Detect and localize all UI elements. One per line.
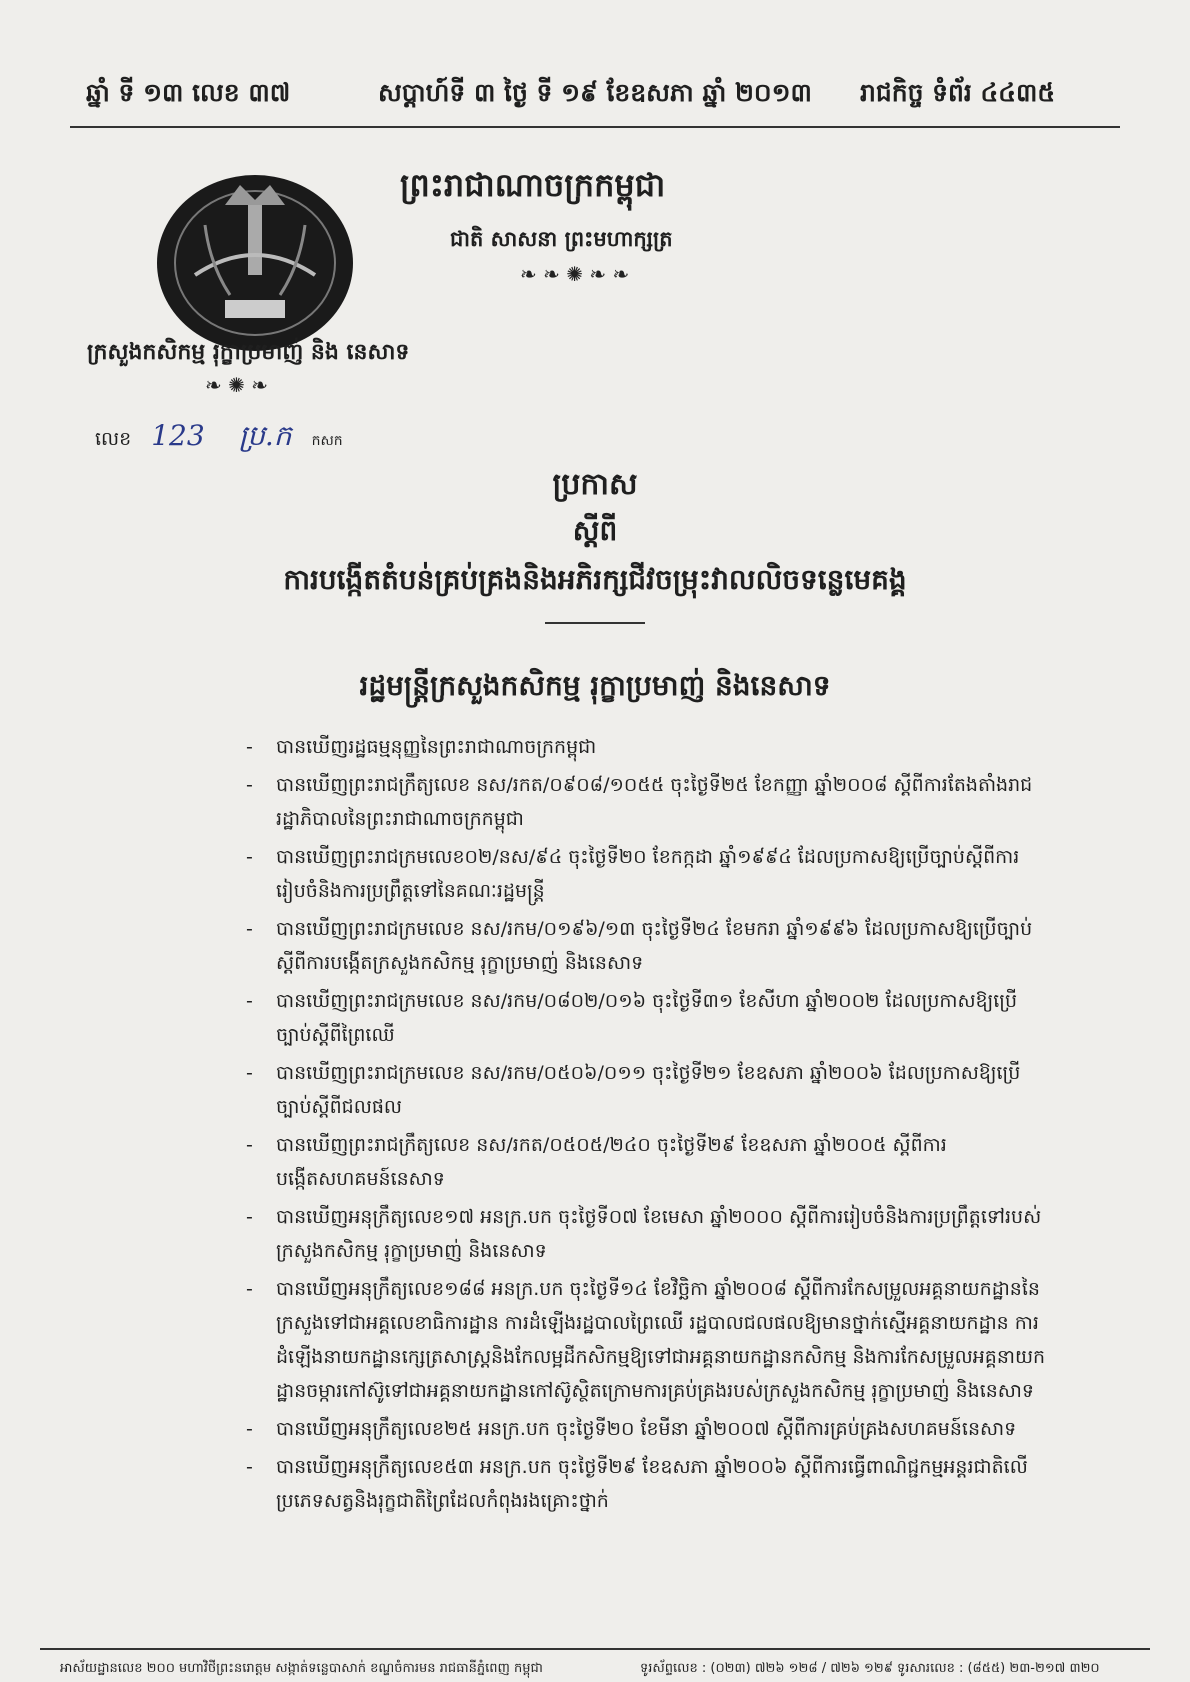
reference-label: លេខ: [95, 428, 132, 450]
national-motto: ជាតិ សាសនា ព្រះមហាក្សត្រ: [450, 227, 673, 251]
ministry-emblem-icon: [150, 165, 360, 355]
kingdom-title: ព្រះរាជាណាចក្រកម្ពុជា: [400, 166, 666, 204]
footer-contact: ទូរស័ព្ទលេខ : (០២៣) ៧២៦ ១២៨ / ៧២៦ ១២៩ ទូរសារលេខ : (៨៥៥) ២៣-២១៧ ៣២០: [640, 1661, 1100, 1676]
list-item: - បានឃើញព្រះរាជក្រឹត្យលេខ នស/រកត/០៩០៨/១០៥៥ ចុះថ្ងៃទី២៥ ខែកញ្ញា ឆ្នាំ២០០៨ ស្តីពីការតែងតាំងរាជរដ្ឋាភិបាលនៃព្រះរាជាណាចក្រកម្ពុជា: [246, 774, 1033, 830]
list-item: - បានឃើញរដ្ឋធម្មនុញ្ញនៃព្រះរាជាណាចក្រកម្ពុជា: [246, 736, 597, 758]
handwritten-number: 123: [151, 419, 205, 452]
list-item: - បានឃើញព្រះរាជក្រមលេខ នស/រកម/០៨០២/០១៦ ចុះថ្ងៃទី៣១ ខែសីហា ឆ្នាំ២០០២ ដែលប្រកាសឱ្យប្រើច្បាប់ស្តីពីព្រៃឈើ: [246, 990, 1018, 1046]
gazette-page-number: រាជកិច្ច ទំព័រ ៤៤៣៥: [860, 78, 1056, 107]
list-item: - បានឃើញអនុក្រឹត្យលេខ១៨៨ អនក្រ.បក ចុះថ្ងៃទី១៤ ខែវិច្ឆិកា ឆ្នាំ២០០៨ ស្តីពីការកែសម្រួលអគ្គនាយកដ្ឋាននៃក្រសួងទៅជាអគ្គលេខាធិការដ្ឋាន ការដំឡើងរដ្ឋបាលព្រៃឈើ រដ្ឋបាលជលផលឱ្យមានថ្នាក់ស្មើអគ្គនាយកដ្ឋាន ការដំឡើងនាយកដ្ឋានក្សេត្រសាស្ត្រនិងកែលម្អដីកសិកម្មឱ្យទៅជាអគ្គនាយកដ្ឋានកសិកម្ម និងការកែសម្រួលអគ្គនាយកដ្ឋានចម្ការកៅស៊ូទៅជាអគ្គនាយកដ្ឋានកៅស៊ូស្ថិតក្រោមការគ្រប់គ្រងរបស់ក្រសួងកសិកម្ម រុក្ខាប្រមាញ់ និងនេសាទ: [246, 1278, 1046, 1402]
list-item: - បានឃើញព្រះរាជក្រមលេខ០២/នស/៩៤ ចុះថ្ងៃទី២០ ខែកក្កដា ឆ្នាំ១៩៩៤ ដែលប្រកាសឱ្យប្រើច្បាប់ស្តីពីការរៀបចំនិងការប្រព្រឹត្តទៅនៃគណៈរដ្ឋមន្ត្រី: [246, 846, 1020, 902]
list-item: - បានឃើញព្រះរាជក្រមលេខ នស/រកម/០១៩៦/១៣ ចុះថ្ងៃទី២៤ ខែមករា ឆ្នាំ១៩៩៦ ដែលប្រកាសឱ្យប្រើច្បាប់ស្តីពីការបង្កើតក្រសួងកសិកម្ម រុក្ខាប្រមាញ់ និងនេសាទ: [246, 918, 1033, 974]
gazette-week-date: សប្តាហ៍ទី ៣ ថ្ងៃ ទី ១៩ ខែឧសភា ឆ្នាំ ២០១៣: [378, 78, 812, 107]
ministry-ornament-icon: ❧ ✺ ❧: [205, 373, 268, 397]
header-divider: [70, 126, 1120, 128]
reference-code: កសក: [311, 433, 343, 449]
issuing-minister: រដ្ឋមន្ត្រីក្រសួងកសិកម្ម រុក្ខាប្រមាញ់ និងនេសាទ: [359, 669, 831, 702]
reference-number: [95, 418, 343, 459]
list-item: - បានឃើញព្រះរាជក្រមលេខ នស/រកម/០៥០៦/០១១ ចុះថ្ងៃទី២១ ខែឧសភា ឆ្នាំ២០០៦ ដែលប្រកាសឱ្យប្រើច្បាប់ស្តីពីជលផល: [246, 1062, 1021, 1118]
subject-connector: ស្តីពី: [572, 514, 618, 547]
footer-divider: [40, 1648, 1150, 1650]
legal-references-list: [0, 730, 1190, 1522]
ministry-name: ក្រសួងកសិកម្ម រុក្ខាប្រមាញ់ និង នេសាទ: [87, 340, 410, 365]
list-item: - បានឃើញអនុក្រឹត្យលេខ៥៣ អនក្រ.បក ចុះថ្ងៃទី២៩ ខែឧសភា ឆ្នាំ២០០៦ ស្តីពីការធ្វើពាណិជ្ជកម្មអន្តរជាតិលើប្រភេទសត្វនិងរុក្ខជាតិព្រៃដែលកំពុងរងគ្រោះថ្នាក់: [246, 1456, 1028, 1512]
document-type: ប្រកាស: [552, 467, 638, 502]
footer-address: អាស័យដ្ឋានលេខ ២០០ មហាវិថីព្រះនរោត្តម សង្កាត់ទន្លេបាសាក់ ខណ្ឌចំការមន រាជធានីភ្នំពេញ កម្ពុជា: [60, 1661, 543, 1676]
list-item: - បានឃើញអនុក្រឹត្យលេខ២៥ អនក្រ.បក ចុះថ្ងៃទី២០ ខែមីនា ឆ្នាំ២០០៧ ស្តីពីការគ្រប់គ្រងសហគមន៍នេសាទ: [246, 1418, 1017, 1440]
title-divider: [545, 622, 645, 624]
list-item: - បានឃើញអនុក្រឹត្យលេខ១៧ អនក្រ.បក ចុះថ្ងៃទី០៧ ខែមេសា ឆ្នាំ២០០០ ស្តីពីការរៀបចំនិងការប្រព្រឹត្តទៅរបស់ក្រសួងកសិកម្ម រុក្ខាប្រមាញ់ និងនេសាទ: [246, 1206, 1042, 1262]
gazette-year-issue: ឆ្នាំ ទី ១៣ លេខ ៣៧: [86, 78, 291, 107]
handwritten-suffix: ប្រ.ក: [238, 419, 292, 452]
document-subject: ការបង្កើតតំបន់គ្រប់គ្រងនិងអភិរក្សជីវចម្រុះវាលលិចទន្លេមេគង្គ: [283, 563, 907, 596]
list-item: - បានឃើញព្រះរាជក្រឹត្យលេខ នស/រកត/០៥០៥/២៤០ ចុះថ្ងៃទី២៩ ខែឧសភា ឆ្នាំ២០០៥ ស្តីពីការបង្កើតសហគមន៍នេសាទ: [246, 1134, 947, 1190]
divider-ornament-icon: ❧ ❧ ✺ ❧ ❧: [520, 262, 630, 286]
